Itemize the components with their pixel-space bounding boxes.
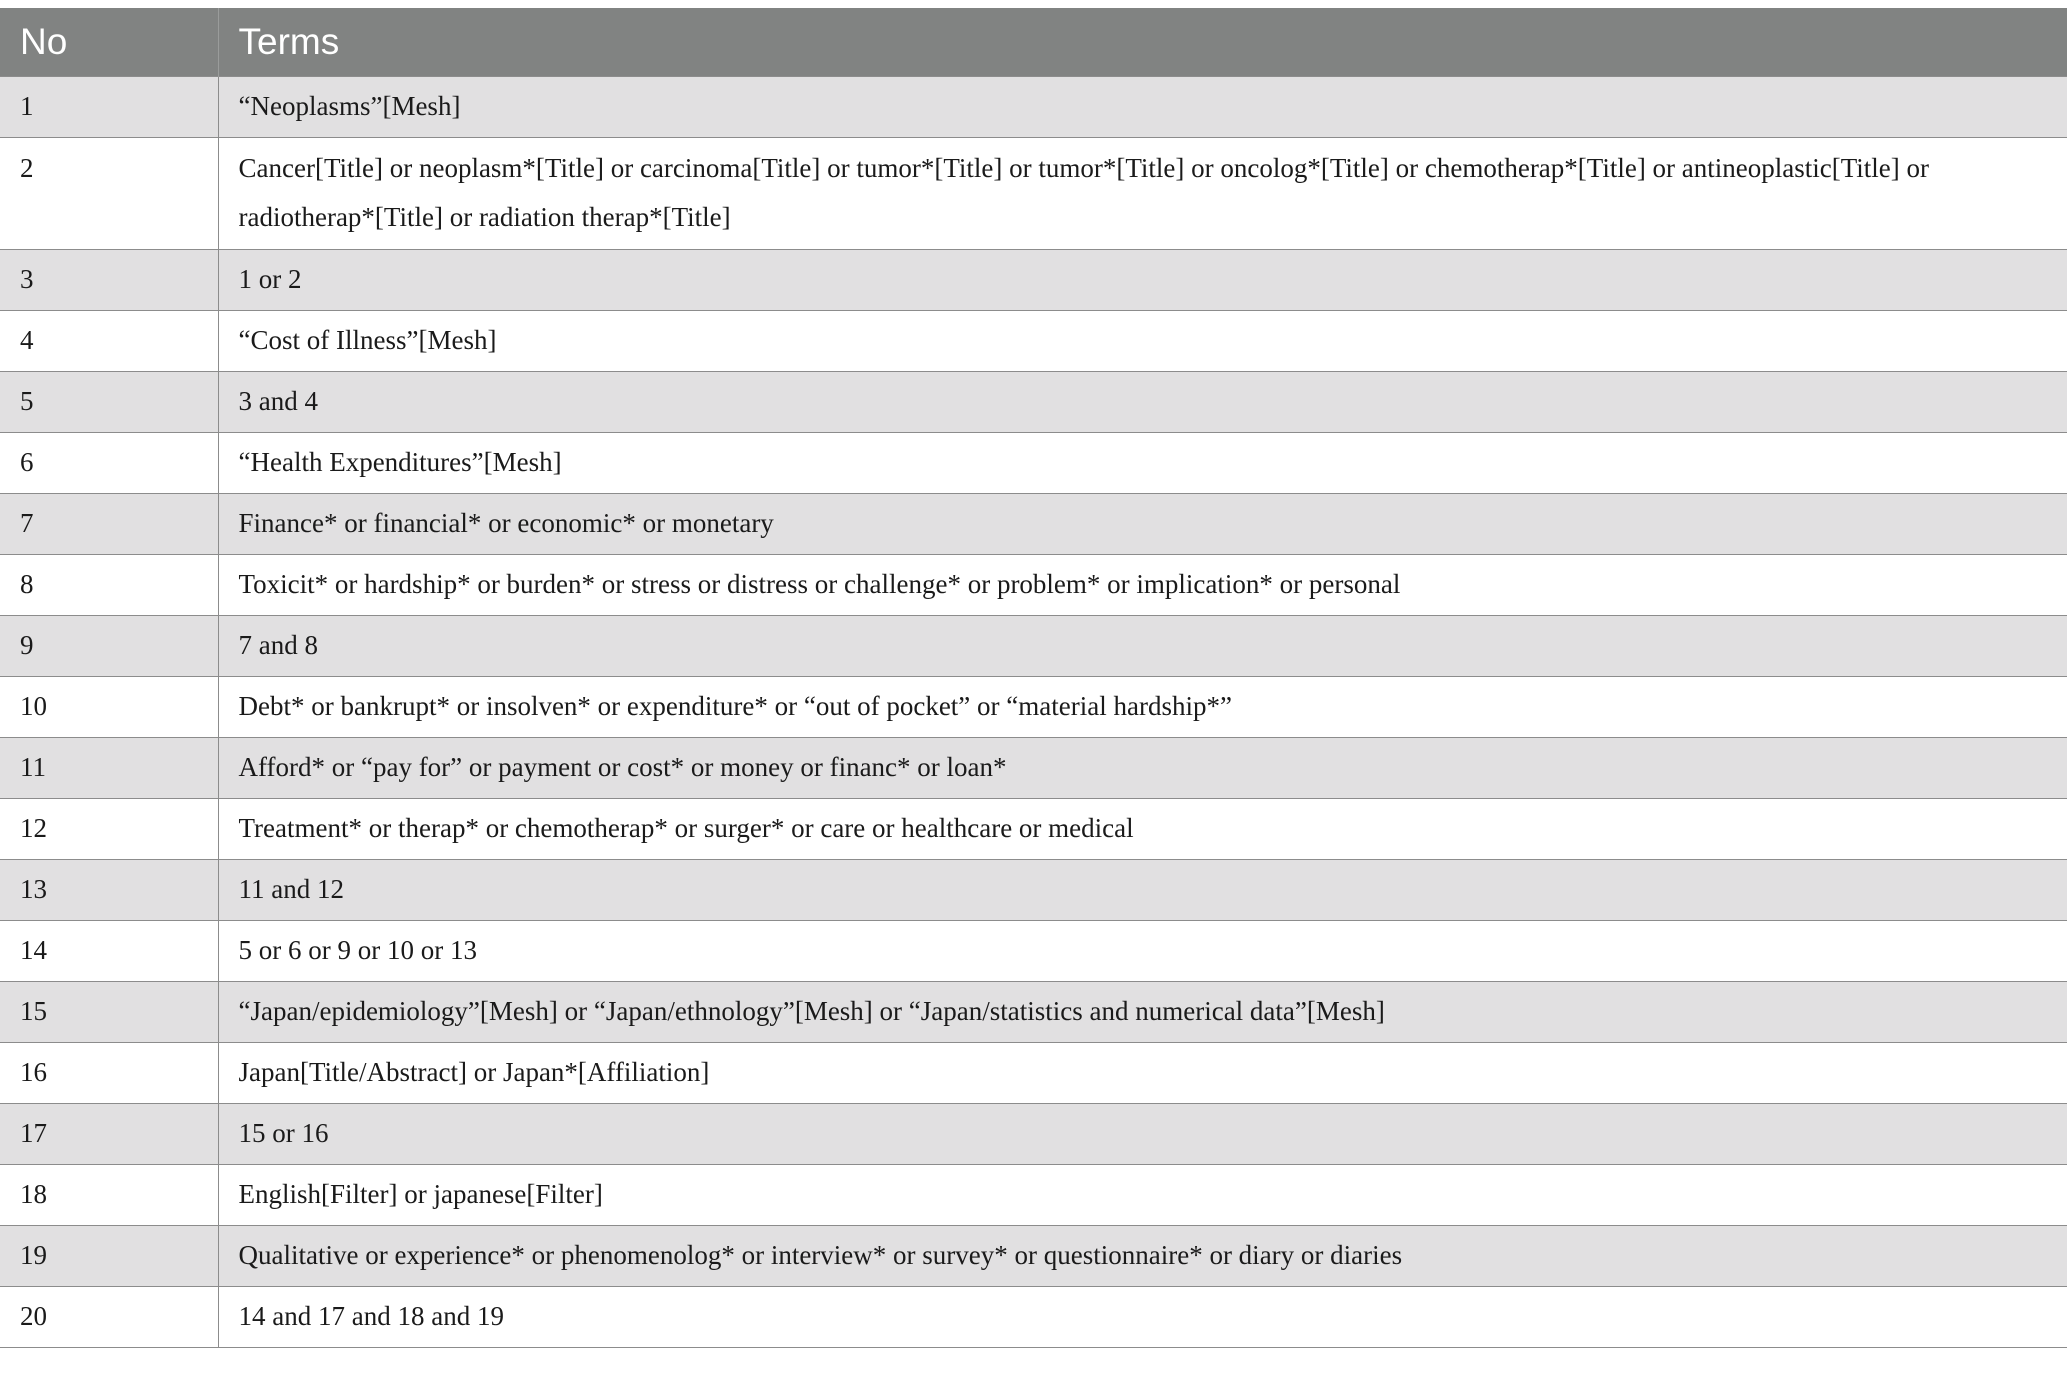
cell-no: 3: [0, 249, 218, 310]
cell-terms: Treatment* or therap* or chemotherap* or surger* or care or healthcare or medical: [218, 798, 2067, 859]
cell-terms: Cancer[Title] or neoplasm*[Title] or carcinoma[Title] or tumor*[Title] or tumor*[Title] or oncolog*[Title] or chemotherap*[Title] or antineoplastic[Title] or radiotherap*[Title] or radiation therap*[Title]: [218, 137, 2067, 249]
cell-terms: “Cost of Illness”[Mesh]: [218, 310, 2067, 371]
cell-terms: 7 and 8: [218, 615, 2067, 676]
table-row: [0, 493, 2067, 554]
table-row: [0, 1164, 2067, 1225]
table-row: [0, 1042, 2067, 1103]
cell-no: 12: [0, 798, 218, 859]
table-row: [0, 1286, 2067, 1347]
cell-terms: Japan[Title/Abstract] or Japan*[Affiliation]: [218, 1042, 2067, 1103]
table-row: [0, 737, 2067, 798]
search-terms-table: [0, 8, 2067, 1348]
cell-no: 16: [0, 1042, 218, 1103]
cell-no: 15: [0, 981, 218, 1042]
table-row: [0, 137, 2067, 249]
table-row: [0, 798, 2067, 859]
table-row: [0, 981, 2067, 1042]
cell-no: 10: [0, 676, 218, 737]
cell-no: 11: [0, 737, 218, 798]
cell-no: 9: [0, 615, 218, 676]
cell-no: 20: [0, 1286, 218, 1347]
table-row: [0, 676, 2067, 737]
cell-no: 14: [0, 920, 218, 981]
table-row: [0, 371, 2067, 432]
cell-no: 7: [0, 493, 218, 554]
cell-no: 13: [0, 859, 218, 920]
cell-terms: 15 or 16: [218, 1103, 2067, 1164]
cell-terms: 5 or 6 or 9 or 10 or 13: [218, 920, 2067, 981]
cell-terms: 11 and 12: [218, 859, 2067, 920]
search-terms-table-container: [0, 8, 2067, 1348]
table-body: [0, 76, 2067, 1347]
table-row: [0, 249, 2067, 310]
cell-terms: Toxicit* or hardship* or burden* or stress or distress or challenge* or problem* or implication* or personal: [218, 554, 2067, 615]
cell-terms: Afford* or “pay for” or payment or cost* or money or financ* or loan*: [218, 737, 2067, 798]
cell-terms: “Japan/epidemiology”[Mesh] or “Japan/ethnology”[Mesh] or “Japan/statistics and numerical data”[Mesh]: [218, 981, 2067, 1042]
cell-no: 19: [0, 1225, 218, 1286]
table-row: [0, 310, 2067, 371]
cell-terms: “Neoplasms”[Mesh]: [218, 76, 2067, 137]
cell-terms: 1 or 2: [218, 249, 2067, 310]
table-row: [0, 920, 2067, 981]
cell-terms: English[Filter] or japanese[Filter]: [218, 1164, 2067, 1225]
table-row: [0, 554, 2067, 615]
cell-terms: “Health Expenditures”[Mesh]: [218, 432, 2067, 493]
table-row: [0, 615, 2067, 676]
cell-terms: 14 and 17 and 18 and 19: [218, 1286, 2067, 1347]
table-row: [0, 432, 2067, 493]
cell-no: 6: [0, 432, 218, 493]
cell-no: 17: [0, 1103, 218, 1164]
cell-no: 5: [0, 371, 218, 432]
table-row: [0, 1225, 2067, 1286]
table-row: [0, 859, 2067, 920]
cell-no: 4: [0, 310, 218, 371]
cell-terms: Debt* or bankrupt* or insolven* or expenditure* or “out of pocket” or “material hardship*”: [218, 676, 2067, 737]
cell-no: 8: [0, 554, 218, 615]
cell-no: 2: [0, 137, 218, 249]
table-header: [0, 8, 2067, 76]
cell-terms: Qualitative or experience* or phenomenolog* or interview* or survey* or questionnaire* or diary or diaries: [218, 1225, 2067, 1286]
cell-terms: Finance* or financial* or economic* or monetary: [218, 493, 2067, 554]
cell-terms: 3 and 4: [218, 371, 2067, 432]
column-header-no: No: [0, 8, 218, 76]
cell-no: 1: [0, 76, 218, 137]
table-row: [0, 76, 2067, 137]
column-header-terms: Terms: [218, 8, 2067, 76]
table-row: [0, 1103, 2067, 1164]
cell-no: 18: [0, 1164, 218, 1225]
header-row: [0, 8, 2067, 76]
